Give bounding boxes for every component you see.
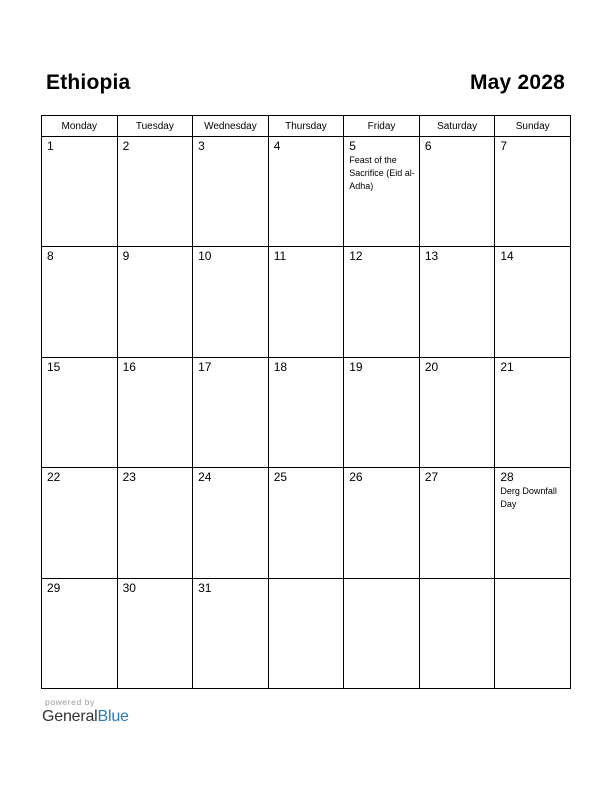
day-number: 11 bbox=[273, 249, 287, 264]
week-row bbox=[42, 357, 571, 467]
calendar-grid bbox=[41, 115, 571, 689]
day-cell bbox=[495, 247, 571, 357]
day-number: 24 bbox=[198, 470, 212, 485]
calendar-body bbox=[42, 137, 571, 689]
day-cell bbox=[193, 578, 269, 688]
day-cell bbox=[193, 137, 269, 247]
weekday-saturday: Saturday bbox=[419, 116, 495, 137]
day-number: 4 bbox=[273, 139, 281, 153]
week-row bbox=[42, 247, 571, 357]
day-cell bbox=[117, 137, 193, 247]
day-cell bbox=[42, 247, 118, 357]
week-row bbox=[42, 137, 571, 247]
day-cell bbox=[268, 468, 344, 578]
day-number: 17 bbox=[198, 359, 212, 374]
day-number: 29 bbox=[47, 580, 61, 595]
day-cell bbox=[268, 578, 344, 688]
day-number: 7 bbox=[500, 139, 508, 153]
day-number: 28 bbox=[500, 470, 514, 485]
day-cell bbox=[344, 247, 420, 357]
footer-branding bbox=[42, 697, 129, 726]
day-cell bbox=[419, 357, 495, 467]
day-cell bbox=[193, 468, 269, 578]
day-number: 18 bbox=[273, 359, 288, 374]
day-number: 3 bbox=[198, 139, 205, 153]
day-number: 23 bbox=[122, 470, 136, 485]
weekday-monday: Monday bbox=[42, 116, 118, 137]
day-number: 9 bbox=[122, 249, 130, 264]
day-cell bbox=[117, 247, 193, 357]
day-number: 20 bbox=[424, 359, 439, 374]
day-number: 16 bbox=[122, 359, 136, 374]
day-cell bbox=[344, 357, 420, 467]
day-cell bbox=[419, 247, 495, 357]
day-number: 19 bbox=[349, 359, 363, 374]
day-number: 15 bbox=[47, 359, 61, 374]
day-cell bbox=[268, 357, 344, 467]
day-number: 26 bbox=[349, 470, 363, 485]
day-number: 22 bbox=[47, 470, 61, 485]
day-number: 27 bbox=[424, 470, 439, 485]
day-number: 1 bbox=[47, 139, 54, 153]
day-number: 14 bbox=[500, 249, 514, 264]
day-cell bbox=[193, 247, 269, 357]
holiday-label: Derg Downfall Day bbox=[500, 486, 557, 510]
day-number: 25 bbox=[273, 470, 288, 485]
week-row bbox=[42, 468, 571, 578]
weekday-wednesday: Wednesday bbox=[193, 116, 269, 137]
brand-general: General bbox=[42, 708, 98, 725]
day-cell bbox=[495, 137, 571, 247]
day-cell bbox=[344, 468, 420, 578]
month-year-title: May 2028 bbox=[469, 71, 565, 94]
day-cell bbox=[419, 468, 495, 578]
day-cell bbox=[117, 578, 193, 688]
day-number: 21 bbox=[500, 359, 514, 374]
day-cell bbox=[117, 468, 193, 578]
day-number: 13 bbox=[424, 249, 439, 264]
day-number: 6 bbox=[424, 139, 432, 153]
weekday-header-row bbox=[42, 116, 571, 137]
weekday-tuesday: Tuesday bbox=[117, 116, 193, 137]
weekday-thursday: Thursday bbox=[268, 116, 344, 137]
day-number: 31 bbox=[198, 580, 212, 595]
day-number: 10 bbox=[198, 249, 212, 264]
day-cell bbox=[495, 357, 571, 467]
powered-by-text: powered by bbox=[45, 697, 95, 707]
weekday-friday: Friday bbox=[344, 116, 420, 137]
day-cell bbox=[268, 247, 344, 357]
day-cell bbox=[419, 137, 495, 247]
day-cell bbox=[42, 357, 118, 467]
day-number: 12 bbox=[349, 249, 363, 264]
day-number: 30 bbox=[122, 580, 136, 595]
brand-logo bbox=[42, 708, 129, 726]
day-cell bbox=[42, 578, 118, 688]
day-number: 8 bbox=[47, 249, 54, 264]
day-number: 5 bbox=[349, 139, 356, 153]
day-cell bbox=[117, 357, 193, 467]
day-cell bbox=[344, 137, 420, 247]
day-cell bbox=[419, 578, 495, 688]
day-cell bbox=[42, 468, 118, 578]
day-cell bbox=[495, 578, 571, 688]
brand-blue: Blue bbox=[97, 708, 129, 725]
day-cell bbox=[193, 357, 269, 467]
holiday-label: Feast of the Sacrifice (Eid al-Adha) bbox=[349, 155, 415, 191]
day-cell bbox=[268, 137, 344, 247]
week-row bbox=[42, 578, 571, 688]
day-cell bbox=[42, 137, 118, 247]
weekday-sunday: Sunday bbox=[495, 116, 571, 137]
day-cell bbox=[344, 578, 420, 688]
country-title: Ethiopia bbox=[46, 71, 131, 94]
day-number: 2 bbox=[122, 139, 130, 153]
day-cell bbox=[495, 468, 571, 578]
